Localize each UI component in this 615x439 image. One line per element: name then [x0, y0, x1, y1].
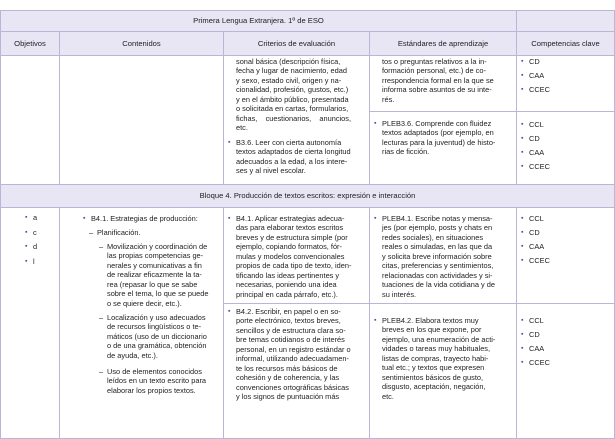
- top-comp-2-2: ▪ CAA: [529, 148, 544, 157]
- top-comp-1-1: ▪ CAA: [529, 71, 544, 80]
- top-comp-2-1: ▪ CD: [529, 134, 540, 143]
- header-contenidos-label: Contenidos: [122, 39, 161, 48]
- bottom-criterios-text-2: ▪ B4.2. Escribir, en papel o en so- porte electrónico, textos breves, sencillos y de estructura clara so- bre temas cotidianos o de interés personal, en un registro estándar o informal, utilizando adecuadamen- te los recursos más básicos de cohesión y de coherencia, y las convenciones ortográficas básicas y los signos de puntuación más: [236, 307, 351, 402]
- content-item-2: – Localización y uso adecuados de recursos lingüísticos o te- máticos (uso de un diccionario o de una gramática, obtención de ayuda, etc.).: [107, 313, 207, 360]
- top-estandares-text-2: ▪ PLEB3.6. Comprende con fluidez textos adaptados (por ejemplo, en lecturas para la juventud) de histo- rias de ficción.: [382, 119, 495, 157]
- top-comp-2-3: ▪ CCEC: [529, 162, 550, 171]
- top-estandares-text-1: tos o preguntas relativos a la in- formación personal, etc.) de co- rrespondencia formal en la que se informa sobre asuntos de su inte- rés.: [382, 57, 494, 104]
- block4-title: Bloque 4. Producción de textos escritos: expresión e interacción: [199, 191, 416, 200]
- header-competencias-label: Competencias clave: [531, 39, 600, 48]
- top-comp-1-0: ▪ CD: [529, 57, 540, 66]
- content-item-3: – Uso de elementos conocidos leídos en un texto escrito para elaborar los propios textos.: [107, 367, 206, 395]
- bottom-estandares-text-1: ▪ PLEB4.1. Escribe notas y mensa- jes (por ejemplo, posts y chats en redes sociales), en situaciones reales o simuladas, en las que da y solicita breve información sobre citas, preferencias y sentimientos, relacionadas con actividades y si- tuaciones de la vida cotidiana y de su interés.: [382, 214, 495, 299]
- header-estandares-label: Estándares de aprendizaje: [397, 39, 489, 48]
- top-criterios-text-2: ▪ B3.6. Leer con cierta autonomía textos adaptados de cierta longitud adecuados a la edad, a los intere- ses y al nivel escolar.: [236, 138, 351, 176]
- top-contenidos-cell: [59, 55, 224, 185]
- planning-label: – Planificación.: [97, 228, 141, 237]
- content-item-1: – Movilización y coordinación de las propias competencias ge- nerales y comunicativas a fin de realizar eficazmente la ta- rea (repasar lo que se sabe sobre el tema, lo que se puede o se quiere decir, etc.).: [107, 242, 208, 308]
- objetivo-item: ▪ c: [33, 228, 37, 237]
- bottom-comp-2-3: ▪ CCEC: [529, 358, 550, 367]
- bottom-comp-2-1: ▪ CD: [529, 330, 540, 339]
- title-row-side: [516, 10, 615, 32]
- page-title: Primera Lengua Extranjera. 1º de ESO: [193, 16, 324, 25]
- bottom-comp-2-2: ▪ CAA: [529, 344, 544, 353]
- header-criterios-label: Criterios de evaluación: [257, 39, 336, 48]
- top-comp-1-2: ▪ CCEC: [529, 85, 550, 94]
- top-comp-2-0: ▪ CCL: [529, 120, 544, 129]
- bottom-comp-1-1: ▪ CD: [529, 228, 540, 237]
- bottom-comp-1-3: ▪ CCEC: [529, 256, 550, 265]
- bottom-comp-1-0: ▪ CCL: [529, 214, 544, 223]
- bottom-criterios-text-1: ▪ B4.1. Aplicar estrategias adecua- das para elaborar textos escritos breves y de estructura simple (por ejemplo, copiando formatos, fór- mulas y modelos convencionales propios de cada tipo de texto, iden- tificando las ideas pertinentes y necesarias, poniendo una idea principal en cada párrafo, etc.).: [236, 214, 351, 299]
- content-title: ▪ B4.1. Estrategias de producción:: [91, 214, 198, 223]
- objetivo-item: ▪ d: [33, 242, 37, 251]
- bottom-objetivos-cell: [0, 207, 60, 439]
- bottom-comp-1-2: ▪ CAA: [529, 242, 544, 251]
- objetivo-item: ▪ l: [33, 257, 35, 266]
- header-objetivos-label: Objetivos: [14, 39, 46, 48]
- top-objetivos-cell: [0, 55, 60, 185]
- objetivo-item: ▪ a: [33, 213, 37, 222]
- bottom-estandares-text-2: ▪ PLEB4.2. Elabora textos muy breves en los que expone, por ejemplo, una enumeración de acti- vidades o tareas muy habituales, listas de compras, trayecto habi- tual etc.; y textos que expresen sentimientos básicos de gusto, disgusto, aceptación, negación, etc.: [382, 316, 495, 401]
- top-criterios-text-1: sonal básica (descripción física, fecha y lugar de nacimiento, edad y sexo, estado civil, origen y na- cionalidad, profesión, gustos, etc.) y en el ámbito público, presentada o solicitada en cartas, formularios, fichas, cuestionarios, anuncios, etc.: [236, 57, 352, 133]
- bottom-comp-2-0: ▪ CCL: [529, 316, 544, 325]
